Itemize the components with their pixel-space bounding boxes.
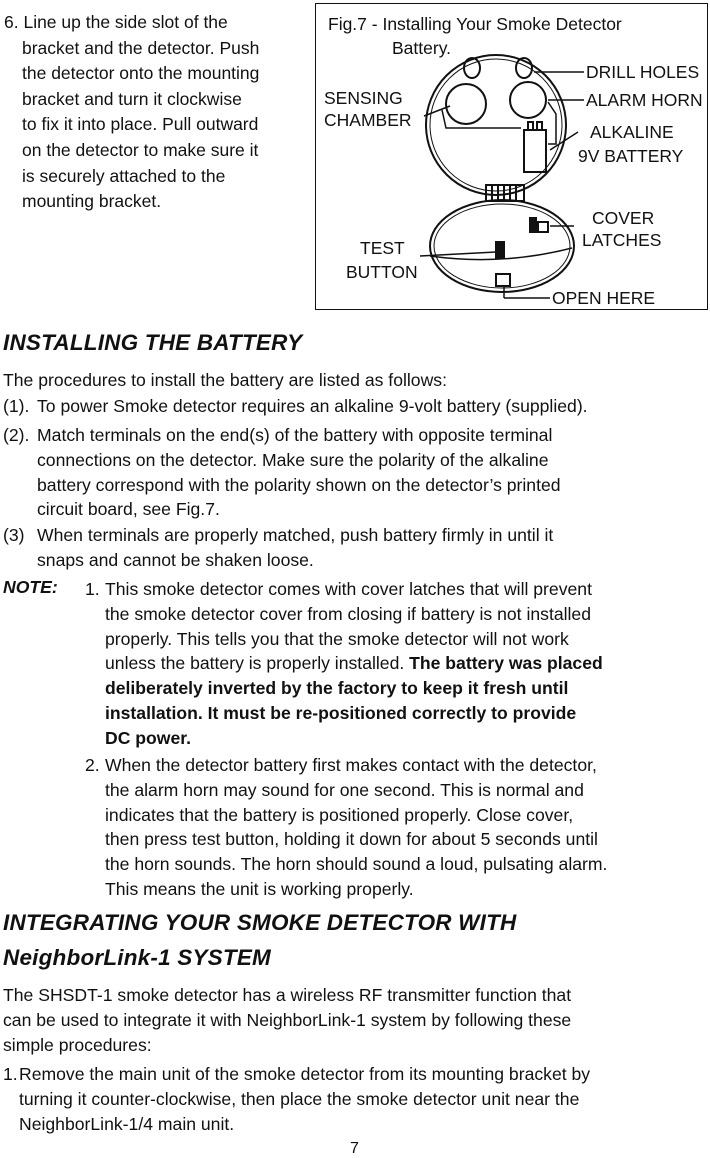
step-text: circuit board, see Fig.7. [37, 499, 220, 520]
note-text: the smoke detector cover from closing if battery is not installed [105, 603, 592, 624]
step-number: (3) [3, 525, 25, 545]
step-number: (1). [3, 396, 30, 416]
step-text: Remove the main unit of the smoke detector from its mounting bracket by [19, 1064, 591, 1084]
label-open-here: OPEN HERE [552, 288, 656, 308]
note-label: NOTE: [3, 577, 58, 597]
note-text: indicates that the battery is positioned properly. Close cover, [105, 804, 574, 825]
step-text: Match terminals on the end(s) of the battery with opposite terminal [37, 425, 553, 445]
step-6-line: to fix it into place. Pull outward [22, 114, 259, 135]
integrating-paragraph [3, 983, 571, 1057]
step-6-line: mounting bracket. [22, 191, 162, 212]
figure-caption: Fig.7 - Installing Your Smoke Detector [328, 14, 622, 34]
label-test: TEST [360, 238, 405, 258]
note-item-1 [85, 577, 603, 751]
label-button: BUTTON [346, 262, 418, 282]
step-text: battery correspond with the polarity shown on the detector’s printed [37, 474, 561, 495]
note-bold-text: installation. It must be re-positioned correctly to provide [105, 702, 577, 723]
step-number: (2). [3, 425, 30, 445]
note-text: When the detector battery first makes contact with the detector, [105, 755, 597, 775]
label-alarm-horn: ALARM HORN [586, 90, 703, 110]
step-6-line: is securely attached to the [22, 165, 226, 186]
sensing-chamber-icon [446, 84, 486, 124]
figure-caption-2: Battery. [392, 38, 452, 58]
note-text: This smoke detector comes with cover latches that will prevent [105, 579, 592, 599]
note-number: 2. [85, 755, 100, 775]
paragraph-line: The SHSDT-1 smoke detector has a wireless RF transmitter function that [3, 985, 572, 1005]
step-text: snaps and cannot be shaken loose. [37, 549, 314, 570]
note-bold-text: DC power. [105, 727, 192, 748]
label-cover: COVER [592, 208, 655, 228]
step-text: NeighborLink-1/4 main unit. [19, 1113, 235, 1134]
step-6-text [4, 10, 304, 215]
step-6-line: bracket and turn it clockwise [22, 88, 242, 109]
page-number: 7 [350, 1140, 359, 1157]
install-step-3 [3, 523, 553, 573]
integrating-step-1 [3, 1062, 590, 1136]
step-6-line: 6. Line up the side slot of the [4, 12, 228, 32]
note-bold-text: The battery was placed [409, 653, 603, 674]
install-step-1 [3, 394, 588, 419]
note-text: the alarm horn may sound for one second. This is normal and [105, 779, 584, 800]
label-9v-battery: 9V BATTERY [578, 146, 684, 166]
note-text: unless the battery is properly installed. [105, 653, 410, 674]
figure-7 [315, 3, 708, 310]
paragraph-line: simple procedures: [3, 1034, 152, 1055]
label-alkaline: ALKALINE [590, 122, 674, 142]
step-6-line: bracket and the detector. Push [22, 37, 260, 58]
note-item-2 [85, 753, 607, 902]
label-drill-holes: DRILL HOLES [586, 62, 700, 82]
step-text: When terminals are properly matched, push battery firmly in until it [37, 525, 554, 545]
detector-base [426, 55, 566, 201]
note-bold-text: deliberately inverted by the factory to keep it fresh until [105, 678, 569, 699]
step-number: 1. [3, 1064, 18, 1084]
label-chamber: CHAMBER [324, 110, 412, 130]
paragraph-line: can be used to integrate it with NeighborLink-1 system by following these [3, 1009, 572, 1030]
detector-cover [430, 200, 574, 292]
note-text: then press test button, holding it down for about 5 seconds until [105, 829, 598, 850]
install-step-2 [3, 423, 561, 522]
installing-intro: The procedures to install the battery are listed as follows: [3, 370, 447, 390]
note-number: 1. [85, 579, 100, 599]
label-latches: LATCHES [582, 230, 662, 250]
alarm-horn-icon [510, 82, 546, 118]
integrating-heading: INTEGRATING YOUR SMOKE DETECTOR WITH [3, 910, 517, 935]
note-text: properly. This tells you that the smoke detector will not work [105, 628, 569, 649]
label-sensing: SENSING [324, 88, 403, 108]
integrating-heading-2: NeighborLink-1 SYSTEM [3, 945, 271, 970]
step-text: turning it counter-clockwise, then place the smoke detector unit near the [19, 1088, 580, 1109]
step-text: To power Smoke detector requires an alkaline 9-volt battery (supplied). [37, 396, 588, 416]
note-text: This means the unit is working properly. [105, 878, 414, 899]
battery-icon [524, 130, 546, 172]
installing-heading: INSTALLING THE BATTERY [3, 330, 303, 355]
test-button-icon [496, 242, 504, 258]
note-text: the horn sounds. The horn should sound a loud, pulsating alarm. [105, 854, 608, 875]
step-text: connections on the detector. Make sure the polarity of the alkaline [37, 449, 549, 470]
step-6-line: on the detector to make sure it [22, 139, 259, 160]
smoke-detector-diagram [316, 4, 709, 311]
step-6-line: the detector onto the mounting [22, 63, 260, 84]
